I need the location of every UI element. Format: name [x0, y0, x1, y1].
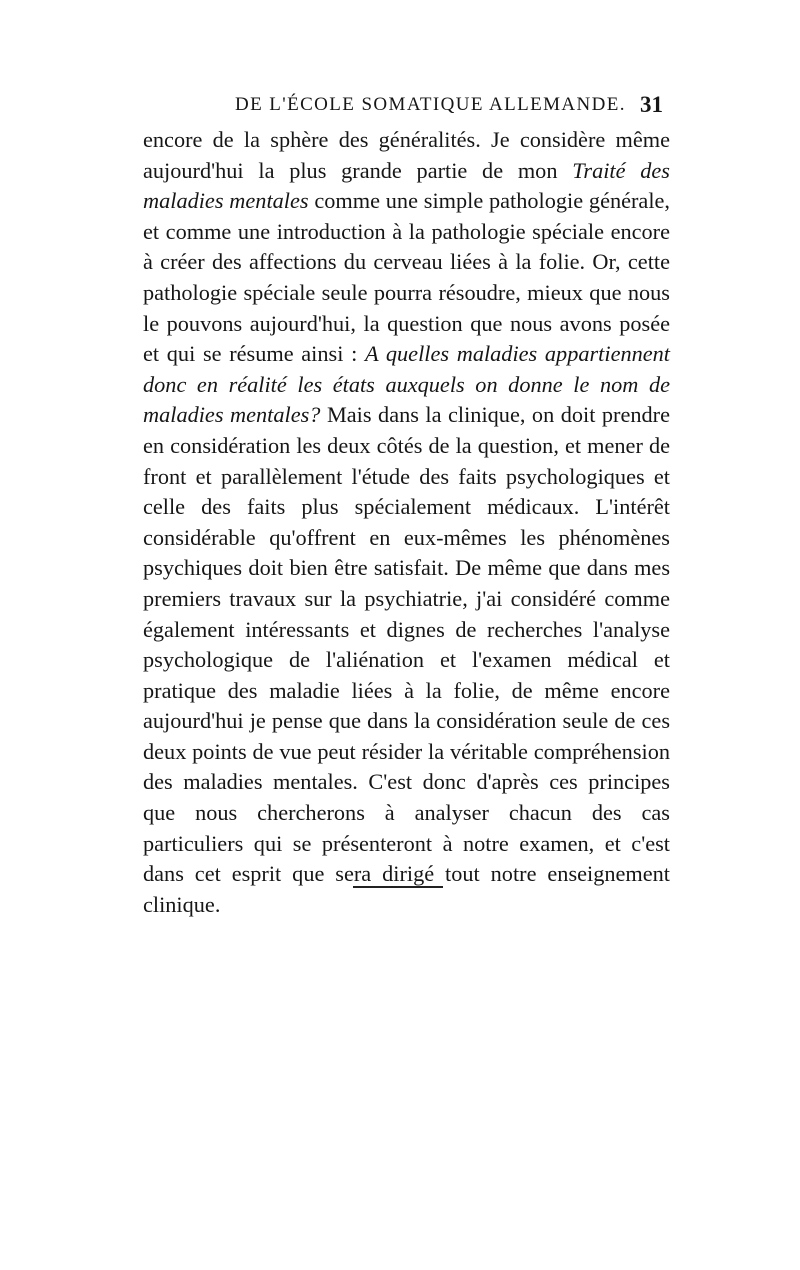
paragraph-text-2: comme une simple pathologie générale, et comme une introduction à la pathologie spéciale encore à créer des affections du cerveau liées à la folie. Or, cette pathologie spéciale seule pourra résoudre, mieux que nous le pouvons aujourd'hui, la question que nous avons posée et qui se résume ainsi :	[143, 188, 670, 367]
question-italic: A quelles maladies appartiennent donc en réalité les états auxquels on donne le nom de maladies mentales?	[143, 341, 671, 428]
page-header	[143, 92, 663, 122]
paragraph-text-1: encore de la sphère des généralités. Je considère même aujourd'hui la plus grande partie de mon	[143, 127, 670, 183]
paragraph-text-3: Mais dans la clinique, on doit prendre en considération les deux côtés de la question, et mener de front et parallèlement l'étude des faits psychologiques et celle des faits plus spécialement médicaux. L'intérêt considérable qu'offrent en eux-mêmes les phénomènes psychiques doit bien être satisfait. De même que dans mes premiers travaux sur la psychiatrie, j'ai considéré comme également intéressants et dignes de recherches l'analyse psychologique de l'aliénation et l'examen médical et pratique des maladie liées à la folie, de même encore aujourd'hui je pense que dans la considération seule de ces deux points de vue peut résider la véritable compréhension des maladies mentales. C'est donc d'après ces principes que nous chercherons à analyser chacun des cas particuliers qui se présenteront à notre examen, et c'est dans cet esprit que sera dirigé tout notre enseignement clinique.	[143, 402, 671, 917]
end-rule	[353, 886, 443, 888]
page-number: 31	[640, 92, 663, 117]
running-head: DE L'ÉCOLE SOMATIQUE ALLEMANDE.	[235, 94, 626, 115]
body-paragraph	[143, 125, 670, 920]
book-title-italic: Traité des maladies mentales	[143, 157, 670, 214]
